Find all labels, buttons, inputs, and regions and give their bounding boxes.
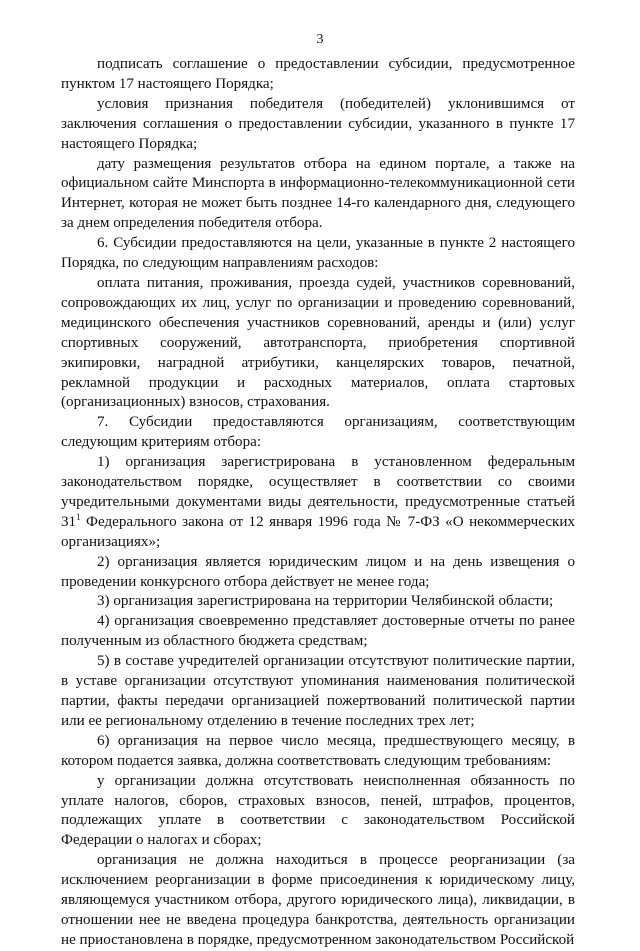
paragraph-criterion-6: 6) организация на первое число месяца, предшествующего месяцу, в котором подается заявка, должна соответствовать следующим требованиям: [61, 732, 575, 769]
page-number: 3 [316, 32, 324, 47]
document-body [61, 55, 575, 951]
paragraph-tax-requirement: у организации должна отсутствовать неисполненная обязанность по уплате налогов, сборов, страховых взносов, пеней, штрафов, процентов, подлежащих уплате в соответствии с законодательством Российской Федерации о налогах и сборах; [61, 772, 575, 849]
paragraph-item-7: 7. Субсидии предоставляются организациям, соответствующим следующим критериям отбора: [61, 414, 575, 451]
paragraph-criterion-2: 2) организация является юридическим лицом и на день извещения о проведении конкурсного отбора действует не менее года; [61, 553, 575, 590]
paragraph-criterion-1 [61, 453, 575, 553]
paragraph-item-6: 6. Субсидии предоставляются на цели, указанные в пункте 2 настоящего Порядка, по следующим направлениям расходов: [61, 235, 575, 272]
paragraph-criterion-5: 5) в составе учредителей организации отсутствуют политические партии, в уставе организации отсутствуют упоминания наименования политической партии, факты передачи организацией пожертвований политической партии или ее региональному отделению в течение последних трех лет; [61, 653, 575, 729]
paragraph-criterion-4: 4) организация своевременно представляет достоверные отчеты по ранее полученным из областного бюджета средствам; [61, 613, 575, 650]
paragraph-expense-list: оплата питания, проживания, проезда судей, участников соревнований, сопровождающих их лиц, услуг по организации и проведению соревнований, медицинского обеспечения участников соревнований, аренды и (или) услуг спортивных сооружений, автотранспорта, приобретения спортивной экипировки, наградной атрибутики, канцелярских товаров, печатной, рекламной продукции и расходных материалов, оплата стартовых (организационных) взносов, страхования. [61, 274, 575, 411]
article-superscript: 1 [76, 511, 81, 522]
paragraph-criterion-3: 3) организация зарегистрирована на территории Челябинской области; [97, 593, 554, 610]
criterion-1-text: 1) организация зарегистрирована в установленном федеральным законодательством порядке, осуществляет в соответствии со своими учредительными документами виды деятельности, предусмотренные статьей 31 [61, 454, 575, 530]
paragraph-results-date: дату размещения результатов отбора на едином портале, а также на официальном сайте Минспорта в информационно-телекоммуникационной сети Интернет, которая не может быть позднее 14-го календарного дня, следующего за днем определения победителя отбора. [61, 155, 575, 232]
criterion-1-text-end: Федерального закона от 12 января 1996 года № 7-ФЗ «О некоммерческих организациях»; [61, 513, 575, 550]
paragraph-evasion-conditions: условия признания победителя (победителей) уклонившимся от заключения соглашения о предоставлении субсидии, указанного в пункте 17 настоящего Порядка; [61, 95, 575, 152]
paragraph-reorganization-requirement: организация не должна находиться в процессе реорганизации (за исключением реорганизации в форме присоединения к юридическому лицу, являющемуся участником отбора, другого юридического лица), ликвидации, в отношении нее не введена процедура банкротства, деятельность организации не приостановлена в порядке, предусмотренном законодательством Российской [61, 852, 575, 948]
paragraph-sign-agreement: подписать соглашение о предоставлении субсидии, предусмотренное пунктом 17 настоящего Порядка; [61, 56, 575, 92]
